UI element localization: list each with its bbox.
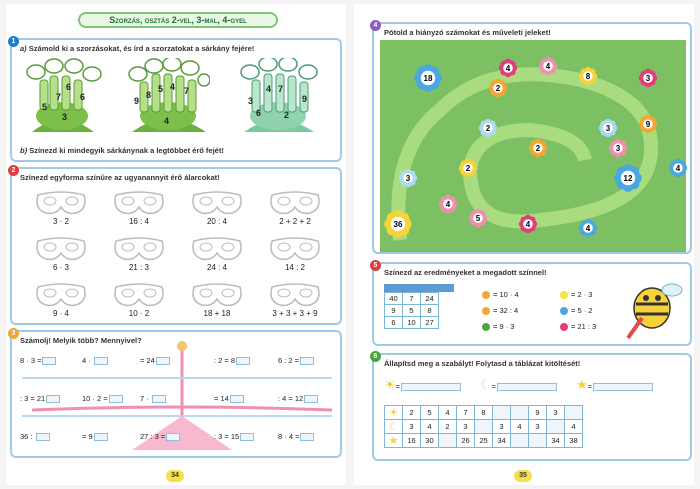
flower-number-7: 4 <box>445 200 451 209</box>
exercise-2-text: Színezd egyforma színűre az ugyanannyit érő álarcokat! <box>20 173 220 182</box>
flower-10[interactable] <box>396 166 420 190</box>
dragon-1-n3: 3 <box>62 112 68 122</box>
exercise-2-number: 2 <box>8 165 19 176</box>
exercise-6-number: 6 <box>370 351 381 362</box>
mask-4[interactable] <box>34 233 88 265</box>
bee-icon <box>622 278 686 344</box>
answer-box[interactable] <box>230 395 244 403</box>
dragon-3-n3: 9 <box>302 94 308 104</box>
flower-number-11: 2 <box>535 144 541 153</box>
mask-1[interactable] <box>112 187 166 219</box>
rule-moon <box>480 377 558 393</box>
equation-text: 10 · 2 = <box>82 394 108 403</box>
mask-8[interactable] <box>34 279 88 311</box>
flower-14[interactable] <box>456 156 480 180</box>
exercise-1a-text <box>20 44 254 53</box>
mask-expression-11: 3 + 3 + 3 + 9 <box>272 309 318 318</box>
flower-number-17: 2 <box>495 84 501 93</box>
grid-cell-6[interactable]: 6 <box>385 317 403 329</box>
table-cell: 5 <box>421 406 439 420</box>
flower-number-3: 3 <box>645 74 651 83</box>
house-roof <box>384 284 454 292</box>
flower-number-2: 8 <box>585 72 591 81</box>
equation-2-0[interactable] <box>20 432 51 441</box>
flower-number-13: 3 <box>615 144 621 153</box>
dragon-2-n5: 4 <box>164 116 170 126</box>
equation-text: = 14 <box>214 394 229 403</box>
grid-cell-1[interactable]: 7 <box>403 293 421 305</box>
table-row <box>385 420 583 434</box>
equation-0-4[interactable] <box>278 356 315 365</box>
rule-input[interactable] <box>401 383 461 391</box>
legend-item-1 <box>482 306 518 315</box>
grid-cell-0[interactable]: 40 <box>385 293 403 305</box>
dragon-2-n4: 7 <box>184 86 190 96</box>
flower-17[interactable] <box>486 76 510 100</box>
equation-0-1[interactable] <box>82 356 109 365</box>
dragon-2-n1: 8 <box>146 90 152 100</box>
flower-number-4: 2 <box>485 124 491 133</box>
table-cell: 3 <box>493 420 511 434</box>
answer-box[interactable] <box>109 395 123 403</box>
flower-number-12: 4 <box>585 224 591 233</box>
table-cell: 3 <box>547 406 565 420</box>
equation-text: : 2 = 8 <box>214 356 236 365</box>
answer-box[interactable] <box>46 395 60 403</box>
flower-6[interactable] <box>612 162 644 194</box>
exercise-1b-instruction: Színezd ki mindegyik sárkánynak a legtöbbet érő fejét! <box>29 146 224 155</box>
exercise-5-box <box>372 262 692 346</box>
table-cell[interactable] <box>493 406 511 420</box>
flower-8[interactable] <box>382 208 414 240</box>
grid-cell-7[interactable]: 10 <box>403 317 421 329</box>
equation-1-4[interactable] <box>278 394 319 403</box>
grid-row <box>385 317 439 329</box>
grid-cell-3[interactable]: 9 <box>385 305 403 317</box>
dragon-2-n3: 4 <box>170 82 176 92</box>
answer-box[interactable] <box>152 395 166 403</box>
mask-6[interactable] <box>190 233 244 265</box>
mask-expression-7: 14 : 2 <box>284 263 305 272</box>
dragon-1-n0: 6 <box>66 82 72 92</box>
color-swatch <box>560 323 568 331</box>
answer-box[interactable] <box>240 433 254 441</box>
equation-text: 4 · <box>82 356 93 365</box>
answer-box[interactable] <box>304 395 318 403</box>
grid-cell-2[interactable]: 24 <box>421 293 439 305</box>
table-cell: 25 <box>475 434 493 448</box>
equation-1-1[interactable] <box>82 394 124 403</box>
exercise-1-box <box>10 38 342 162</box>
exercise-2-box <box>10 167 342 325</box>
exercise-4-text: Pótold a hiányzó számokat és műveleti jeleket! <box>384 28 551 37</box>
star-icon: ★ <box>385 434 403 448</box>
equation-1-3[interactable] <box>214 394 245 403</box>
table-cell: 4 <box>511 420 529 434</box>
flower-number-0: 18 <box>423 74 433 83</box>
exercise-5-number: 5 <box>370 260 381 271</box>
table-cell: 38 <box>565 434 583 448</box>
exercise-1a-label: a) <box>20 44 27 53</box>
dragon-1-n4: 6 <box>80 92 86 102</box>
equation-text: = 24 <box>140 356 155 365</box>
equation-2-1[interactable] <box>82 432 109 441</box>
table-cell: 3 <box>457 420 475 434</box>
legend-expression: = 32 : 4 <box>493 306 519 315</box>
mask-9[interactable] <box>112 279 166 311</box>
result-grid <box>384 292 439 329</box>
moon-icon: ☾ <box>480 377 492 392</box>
table-cell: 34 <box>547 434 565 448</box>
flower-number-15: 4 <box>505 64 511 73</box>
equation-text: : 3 = 21 <box>20 394 46 403</box>
flower-1[interactable] <box>536 54 560 78</box>
color-swatch <box>482 291 490 299</box>
table-cell: 2 <box>403 406 421 420</box>
legend-item-4 <box>560 306 592 315</box>
sun-icon: ☀ <box>385 406 403 420</box>
rule-star <box>576 377 654 393</box>
equation-text: : 4 = 12 <box>278 394 304 403</box>
flower-5[interactable] <box>636 112 660 136</box>
equation-0-0[interactable] <box>20 356 57 365</box>
legend-expression: = 2 · 3 <box>571 290 593 299</box>
table-cell: 2 <box>439 420 457 434</box>
answer-box[interactable] <box>94 357 108 365</box>
color-swatch <box>482 307 490 315</box>
equation-text: 6 : 2 = <box>278 356 300 365</box>
mask-expression-6: 24 : 4 <box>206 263 227 272</box>
star-icon: ★ <box>576 377 588 392</box>
answer-box[interactable] <box>36 433 50 441</box>
dragon-3-n1: 4 <box>266 84 272 94</box>
exercise-3-text: Számolj! Melyik több? Mennyivel? <box>20 336 142 345</box>
color-swatch <box>482 323 490 331</box>
mask-5[interactable] <box>112 233 166 265</box>
exercise-4-number: 4 <box>370 20 381 31</box>
mask-expression-4: 6 · 3 <box>52 263 69 272</box>
table-cell[interactable] <box>547 420 565 434</box>
legend-item-3 <box>560 290 592 299</box>
dragon-3-n4: 6 <box>256 108 262 118</box>
rule-equals: = <box>395 382 401 391</box>
table-cell: 9 <box>529 406 547 420</box>
table-cell[interactable] <box>529 434 547 448</box>
exercise-1-number: 1 <box>8 36 19 47</box>
mask-11[interactable] <box>268 279 322 311</box>
answer-box[interactable] <box>166 433 180 441</box>
flower-19[interactable] <box>466 206 490 230</box>
answer-box[interactable] <box>156 357 170 365</box>
legend-item-5 <box>560 322 596 331</box>
flower-number-5: 9 <box>645 120 651 129</box>
dragon-3-n5: 2 <box>284 110 290 120</box>
answer-box[interactable] <box>236 357 250 365</box>
exercise-6-text: Állapítsd meg a szabályt! Folytasd a táblázat kitöltését! <box>384 359 581 368</box>
flower-2[interactable] <box>576 64 600 88</box>
answer-box[interactable] <box>94 433 108 441</box>
table-cell: 4 <box>421 420 439 434</box>
rule-equals: = <box>491 382 497 391</box>
sun-icon: ☀ <box>384 377 396 392</box>
answer-box[interactable] <box>300 357 314 365</box>
mask-expression-1: 16 : 4 <box>128 217 149 226</box>
table-cell[interactable] <box>511 434 529 448</box>
table-cell: 4 <box>439 406 457 420</box>
equation-text: 36 : <box>20 432 35 441</box>
flower-number-14: 2 <box>465 164 471 173</box>
legend-item-2 <box>482 322 514 331</box>
legend-expression: = 5 · 2 <box>571 306 593 315</box>
dragon-2 <box>128 58 210 134</box>
equation-1-0[interactable] <box>20 394 61 403</box>
dragon-1-n1: 7 <box>56 92 62 102</box>
mask-2[interactable] <box>190 187 244 219</box>
table-cell: 8 <box>475 406 493 420</box>
table-cell[interactable] <box>511 406 529 420</box>
table-cell: 3 <box>403 420 421 434</box>
table-cell: 7 <box>457 406 475 420</box>
mask-expression-5: 21 : 3 <box>128 263 149 272</box>
exercise-3-box <box>10 330 342 458</box>
mask-expression-9: 10 · 2 <box>128 309 150 318</box>
flower-number-18: 4 <box>675 164 681 173</box>
flower-number-6: 12 <box>623 174 633 183</box>
flower-3[interactable] <box>636 66 660 90</box>
equation-0-3[interactable] <box>214 356 251 365</box>
table-row <box>385 434 583 448</box>
rule-input[interactable] <box>497 383 557 391</box>
table-row <box>385 406 583 420</box>
equation-2-2[interactable] <box>140 432 181 441</box>
table-cell: 30 <box>421 434 439 448</box>
exercise-3-number: 3 <box>8 328 19 339</box>
rule-table <box>384 405 583 448</box>
flower-number-16: 3 <box>605 124 611 133</box>
equation-text: 27 : 3 = <box>140 432 166 441</box>
rule-input[interactable] <box>593 383 653 391</box>
table-cell: 4 <box>565 420 583 434</box>
legend-expression: = 10 · 4 <box>493 290 519 299</box>
equation-2-4[interactable] <box>278 432 315 441</box>
color-swatch <box>560 307 568 315</box>
equation-text: = 9 <box>82 432 93 441</box>
moon-icon: ☾ <box>385 420 403 434</box>
flower-9[interactable] <box>516 212 540 236</box>
mask-expression-10: 18 + 18 <box>203 309 231 318</box>
flower-0[interactable] <box>412 62 444 94</box>
equation-0-2[interactable] <box>140 356 171 365</box>
equation-1-2[interactable] <box>140 394 167 403</box>
equation-text: : 3 = 15 <box>214 432 240 441</box>
exercise-1b-text <box>20 146 224 155</box>
legend-expression: = 21 : 3 <box>571 322 597 331</box>
flower-number-19: 5 <box>475 214 481 223</box>
mask-expression-8: 9 · 4 <box>52 309 69 318</box>
mask-10[interactable] <box>190 279 244 311</box>
equation-text: 8 · 4 = <box>278 432 300 441</box>
flower-16[interactable] <box>596 116 620 140</box>
mask-expression-2: 20 : 4 <box>206 217 227 226</box>
page-number-left: 34 <box>166 470 184 482</box>
flower-4[interactable] <box>476 116 500 140</box>
dragon-1-n2: 5 <box>42 102 48 112</box>
mask-0[interactable] <box>34 187 88 219</box>
grid-cell-5[interactable]: 8 <box>421 305 439 317</box>
legend-item-0 <box>482 290 519 299</box>
exercise-5-text: Színezd az eredményeket a megadott színnel! <box>384 268 547 277</box>
dragon-3-n2: 7 <box>278 84 284 94</box>
flower-12[interactable] <box>576 216 600 240</box>
dragon-2-n0: 9 <box>134 96 140 106</box>
equation-2-3[interactable] <box>214 432 255 441</box>
dragon-3 <box>238 58 320 134</box>
color-swatch <box>560 291 568 299</box>
rule-equals: = <box>587 382 593 391</box>
table-cell[interactable] <box>439 434 457 448</box>
flower-7[interactable] <box>436 192 460 216</box>
answer-box[interactable] <box>300 433 314 441</box>
table-cell[interactable] <box>565 406 583 420</box>
legend-expression: = 9 · 3 <box>493 322 515 331</box>
grid-cell-8[interactable]: 27 <box>421 317 439 329</box>
exercise-4-box <box>372 22 692 254</box>
exercise-1b-label: b) <box>20 146 28 155</box>
right-page <box>354 4 694 485</box>
table-cell: 34 <box>493 434 511 448</box>
mask-3[interactable] <box>268 187 322 219</box>
equation-text: 8 · 3 = <box>20 356 42 365</box>
mask-expression-0: 3 · 2 <box>52 217 69 226</box>
dragon-3-n0: 3 <box>248 96 254 106</box>
mask-expression-3: 2 + 2 + 2 <box>279 217 311 226</box>
left-page <box>6 4 346 485</box>
table-cell: 3 <box>529 420 547 434</box>
table-cell: 26 <box>457 434 475 448</box>
dragon-1 <box>22 58 104 134</box>
grid-row <box>385 305 439 317</box>
grid-row <box>385 293 439 305</box>
flower-18[interactable] <box>666 156 690 180</box>
page-title: Szorzás, osztás 2-vel, 3-mal, 4-gyel <box>78 12 278 28</box>
page-number-right: 35 <box>514 470 532 482</box>
dragon-2-n2: 5 <box>158 84 164 94</box>
flower-11[interactable] <box>526 136 550 160</box>
flower-number-9: 4 <box>525 220 531 229</box>
flower-number-1: 4 <box>545 62 551 71</box>
mask-7[interactable] <box>268 233 322 265</box>
table-cell[interactable] <box>475 420 493 434</box>
grid-cell-4[interactable]: 5 <box>403 305 421 317</box>
exercise-1a-instruction: Számold ki a szorzásokat, és írd a szorzatokat a sárkány fejére! <box>28 44 255 53</box>
rule-sun <box>384 377 462 393</box>
equation-text: 7 · <box>140 394 151 403</box>
answer-box[interactable] <box>42 357 56 365</box>
flower-number-8: 36 <box>393 220 403 229</box>
table-cell: 16 <box>403 434 421 448</box>
exercise-6-box <box>372 353 692 461</box>
flower-number-10: 3 <box>405 174 411 183</box>
